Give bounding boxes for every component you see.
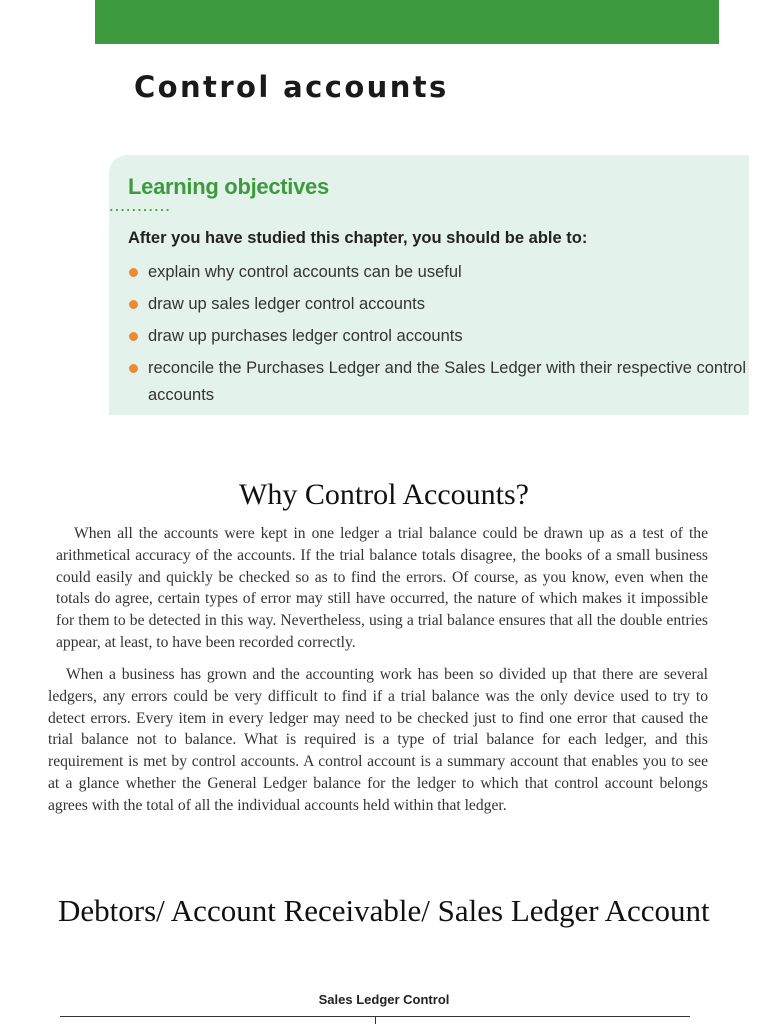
learning-objectives-list bbox=[128, 259, 748, 414]
bullet-icon bbox=[129, 364, 138, 373]
bullet-icon bbox=[129, 268, 138, 277]
bullet-icon bbox=[129, 332, 138, 341]
body-paragraph: When all the accounts were kept in one ledger a trial balance could be drawn up as a test of the arithmetical accuracy of the accounts. If the trial balance totals disagree, the books of a small business could easily and quickly be checked so as to find the errors. Of course, as you know, even when the totals do agree, certain types of error may still have occurred, the nature of which makes it impossible for them to be detected in this way. Nevertheless, using a trial balance ensures that all the double entries appear, at least, to have been recorded correctly. bbox=[56, 525, 708, 651]
learning-objectives-intro: After you have studied this chapter, you should be able to: bbox=[128, 229, 588, 247]
why-control-accounts-heading: Why Control Accounts? bbox=[239, 478, 529, 511]
objective-text: reconcile the Purchases Ledger and the Sales Ledger with their respective control accounts bbox=[148, 359, 747, 404]
objective-text: explain why control accounts can be useful bbox=[148, 263, 462, 281]
objective-item bbox=[128, 259, 748, 286]
objective-item bbox=[128, 323, 748, 350]
debtors-heading: Debtors/ Account Receivable/ Sales Ledger Account bbox=[58, 893, 710, 928]
objective-item bbox=[128, 355, 748, 409]
bullet-icon bbox=[129, 300, 138, 309]
dotted-underline: ........... bbox=[108, 203, 170, 213]
learning-objectives-heading: Learning objectives bbox=[128, 174, 329, 199]
ledger-table-title: Sales Ledger Control bbox=[318, 992, 450, 1007]
objective-text: draw up sales ledger control accounts bbox=[148, 295, 425, 313]
objective-text: draw up purchases ledger control accounts bbox=[148, 327, 463, 345]
body-paragraph: When a business has grown and the accounting work has been so divided up that there are several ledgers, any errors could be very difficult to find if a trial balance was the only device used to try to detect errors. Every item in every ledger may need to be checked just to find one error that caused the trial balance not to balance. What is required is a type of trial balance for each ledger, and this requirement is met by control accounts. A control account is a summary account that enables you to see at a glance whether the General Ledger balance for the ledger to which that control account belongs agrees with the total of all the individual accounts held within that ledger. bbox=[48, 666, 708, 814]
objective-item bbox=[128, 291, 748, 318]
page-title: Control accounts bbox=[134, 70, 449, 104]
header-banner bbox=[95, 0, 719, 44]
ledger-table-divider bbox=[375, 1017, 376, 1024]
